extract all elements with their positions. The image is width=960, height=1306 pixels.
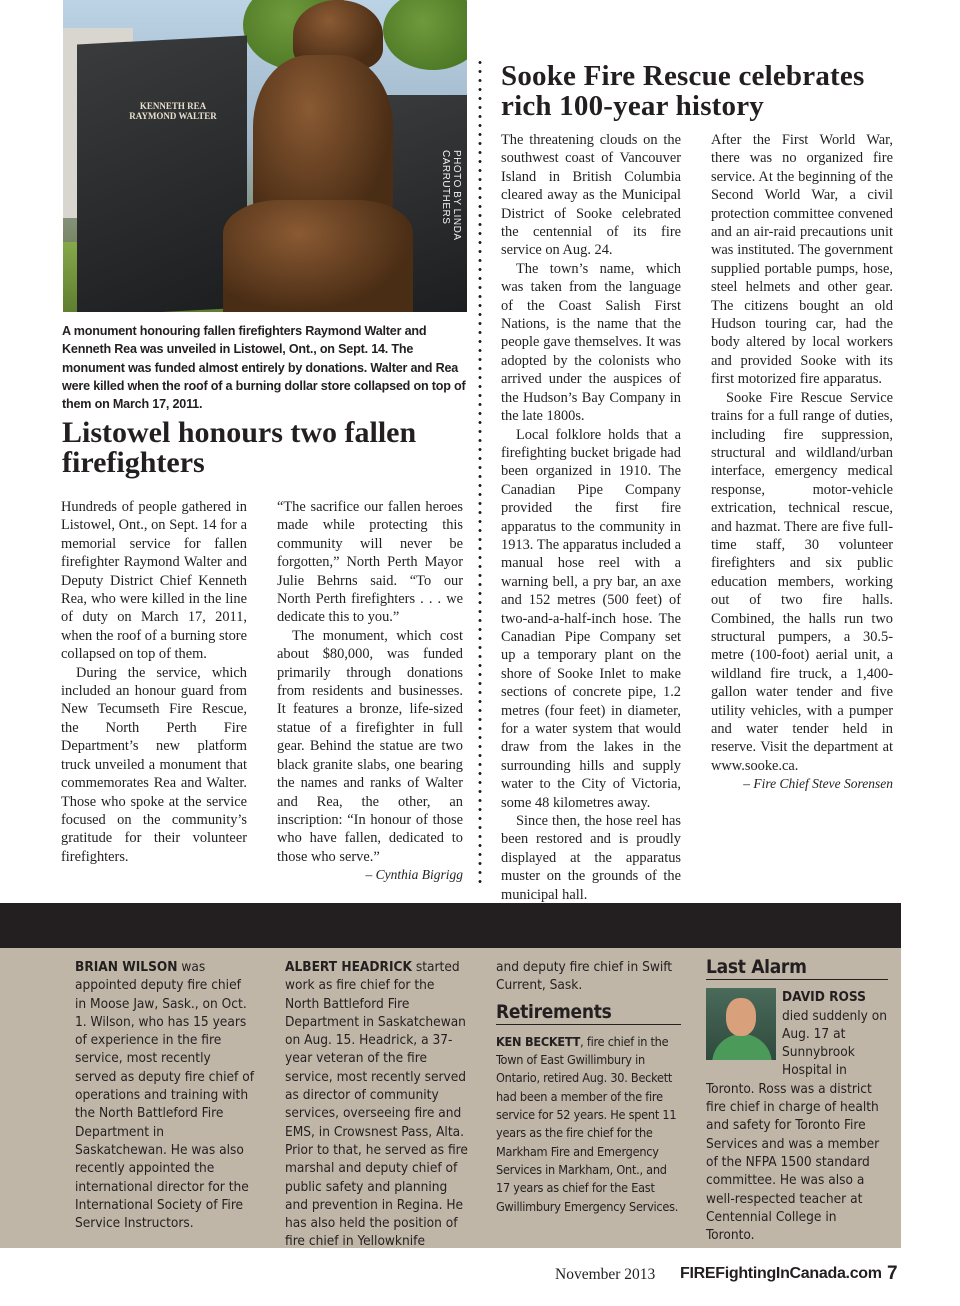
photo-credit: PHOTO BY LINDA CARRUTHERS — [440, 150, 462, 240]
article-paragraph: The monument, which cost about $80,000, was funded primarily through donations from residents and businesses. It features a bronze, life-sized statue of a firefighter in full gear. Behind the statue are two black granite slabs, one bearing the names and ranks of Walter and Rea, the other, an inscription: “In honour of those who have fallen, dedicated to those who serve.” — [277, 627, 463, 865]
article-paragraph: After the First World War, there was no organized fire service. At the beginning of the Second World War, a civil protection committee convened and an air-raid precautions unit was instituted. The government supplied portable pumps, hose, steel helmets and other gear. The citizens bought an old Hudson touring car, had the body altered by local workers and provided Sooke with its first motorized fire apparatus. — [711, 132, 893, 388]
photo-caption: A monument honouring fallen firefighters Raymond Walter and Kenneth Rea was unveiled in Listowel, Ont., on Sept. 14. The monument was funded almost entirely by donations. Walter and Rea were killed when the roof of a burning dollar store collapsed on top of them on March 17, 2011. — [62, 324, 466, 412]
section-band — [0, 903, 901, 948]
retirement-item — [496, 1033, 681, 1216]
footer-website: FIREFightingInCanada.com — [680, 1265, 882, 1282]
article-paragraph: Hundreds of people gathered in Listowel, Ont., on Sept. 14 for a memorial service for fallen firefighter Raymond Walter and Deputy District Chief Kenneth Rea, who were killed in the line of duty on March 17, 2011, when the roof of a burning store collapsed on top of them. — [61, 499, 247, 663]
person-name: BRIAN WILSON — [75, 959, 178, 975]
page-number: 7 — [887, 1263, 898, 1284]
footer-issue-date: November 2013 — [555, 1266, 656, 1283]
right-article-column-1 — [501, 131, 681, 904]
appointment-text: started work as fire chief for the North Battleford Fire Department in Saskatchewan on Aug. 15. Headrick, a 37-year veteran of the fire service, most recently served as director of community services, overseeing fire and EMS, in Crowsnest Pass, Alta. Prior to that, he served as fire marshal and deputy chief of public safety and planning and prevention in Regina. He has also held the position of fire chief in Yellowknife — [285, 959, 468, 1250]
last-alarm-heading: Last Alarm — [706, 958, 888, 980]
last-alarm-column — [706, 958, 888, 1244]
monument-photo: KENNETH REA RAYMOND WALTER — [63, 0, 467, 312]
article-paragraph: During the service, which included an honour guard from New Tecumseth Fire Rescue, the North Perth Fire Department’s new platform truck unveiled a monument that commemorates Rea and Walter. Those who spoke at the service focused on the community’s gratitude for their volunteer firefighters. — [61, 664, 247, 865]
person-name: ALBERT HEADRICK — [285, 959, 412, 975]
article-paragraph: The threatening clouds on the southwest coast of Vancouver Island in British Columbia cleared away as the Municipal District of Sooke celebrated the centennial of its fire service on Aug. 24. — [501, 132, 681, 259]
david-ross-portrait — [706, 988, 776, 1060]
article-paragraph: Local folklore holds that a firefighting bucket brigade had been organized in 1910. The Canadian Pipe Company provided the first fire apparatus to the community in 1913. The apparatus included a manual hose reel with a warning bell, a pry bar, an axe and 152 metres (500 feet) of two-and-a-half-inch hose. The Canadian Pipe Company set up a temporary plant on the shore of Sooke Inlet to make sections of concrete pipe, 1.2 metres (four feet) in diameter, for a water system that would draw from the lakes in the surrounding hills and supply water to the City of Victoria, some 48 kilometres away. — [501, 426, 681, 811]
article-paragraph: “The sacrifice our fallen heroes made while protecting this community will never be forgotten,” North Perth Mayor Julie Behrns said. “To our North Perth firefighters . . . we dedicate this to you.” — [277, 499, 463, 626]
appointments-column-2 — [285, 958, 470, 1251]
appointment-continued: and deputy fire chief in Swift Current, Sask. — [496, 959, 673, 994]
left-article-column-2 — [277, 498, 463, 885]
retirement-text: , fire chief in the Town of East Gwillimbury in Ontario, retired Aug. 30. Beckett had been a member of the fire service for 52 years. He spent 11 years as the fire chief for the Markham Fire and Emergency Services in Markham, Ont., and 17 years as chief for the East Gwillimbury Emergency Services. — [496, 1033, 679, 1214]
appointment-item — [285, 958, 470, 1251]
appointments-column-1 — [75, 958, 255, 1232]
obituary-text: died suddenly on Aug. 17 at Sunnybrook Hospital in Toronto. Ross was a district fire chief in charge of health and safety for Toronto Fire Services and was a member of the NFPA 1500 standard committee. He was also a well-respected teacher at Centennial College in Toronto. — [706, 1007, 888, 1244]
right-article-column-2 — [711, 131, 893, 794]
retirements-column — [496, 958, 681, 1216]
left-article-column-1 — [61, 498, 247, 866]
dotted-column-divider — [477, 58, 483, 888]
left-article-headline: Listowel honours two fallen firefighters — [62, 416, 417, 479]
appointment-text: was appointed deputy fire chief in Moose Jaw, Sask., on Oct. 1. Wilson, who has 15 years of experience in the fire service, most recently served as deputy fire chief of operations and training with the North Battleford Fire Department in Saskatchewan. He was also recently appointed the international director for the International Society of Fire Service Instructors. — [75, 959, 255, 1232]
appointment-item — [75, 958, 255, 1232]
article-byline: – Fire Chief Steve Sorensen — [743, 776, 893, 792]
article-byline: – Cynthia Bigrigg — [365, 867, 463, 883]
article-paragraph: Since then, the hose reel has been restored and is proudly displayed at the apparatus muster on the grounds of the municipal hall. — [501, 813, 681, 903]
retirements-heading: Retirements — [496, 1003, 681, 1025]
article-paragraph: The town’s name, which was taken from the language of the Coast Salish First Nations, is the name that the people gave themselves. It was adopted by the colonists who arrived under the auspices of the Hudson’s Bay Company in the late 1800s. — [501, 260, 681, 425]
article-paragraph: Sooke Fire Rescue Service trains for a full range of duties, including fire suppression, structural and wildland/urban interface, emergency medical response, motor-vehicle extrication, technical rescue, and hazmat. There are five full-time staff, 30 volunteer firefighters and six public education members, working out of two fire halls. Combined, the halls run two structural pumpers, a 30.5-metre (100-foot) aerial unit, a wildland fire truck, a 1,400-gallon water tender and five utility vehicles, with a pumper and water tender held in reserve. Visit the department at www.sooke.ca. — [711, 389, 893, 774]
person-name: KEN BECKETT — [496, 1033, 581, 1049]
person-name: DAVID ROSS — [782, 989, 866, 1006]
right-article-headline: Sooke Fire Rescue celebrates rich 100-year history — [501, 60, 865, 122]
